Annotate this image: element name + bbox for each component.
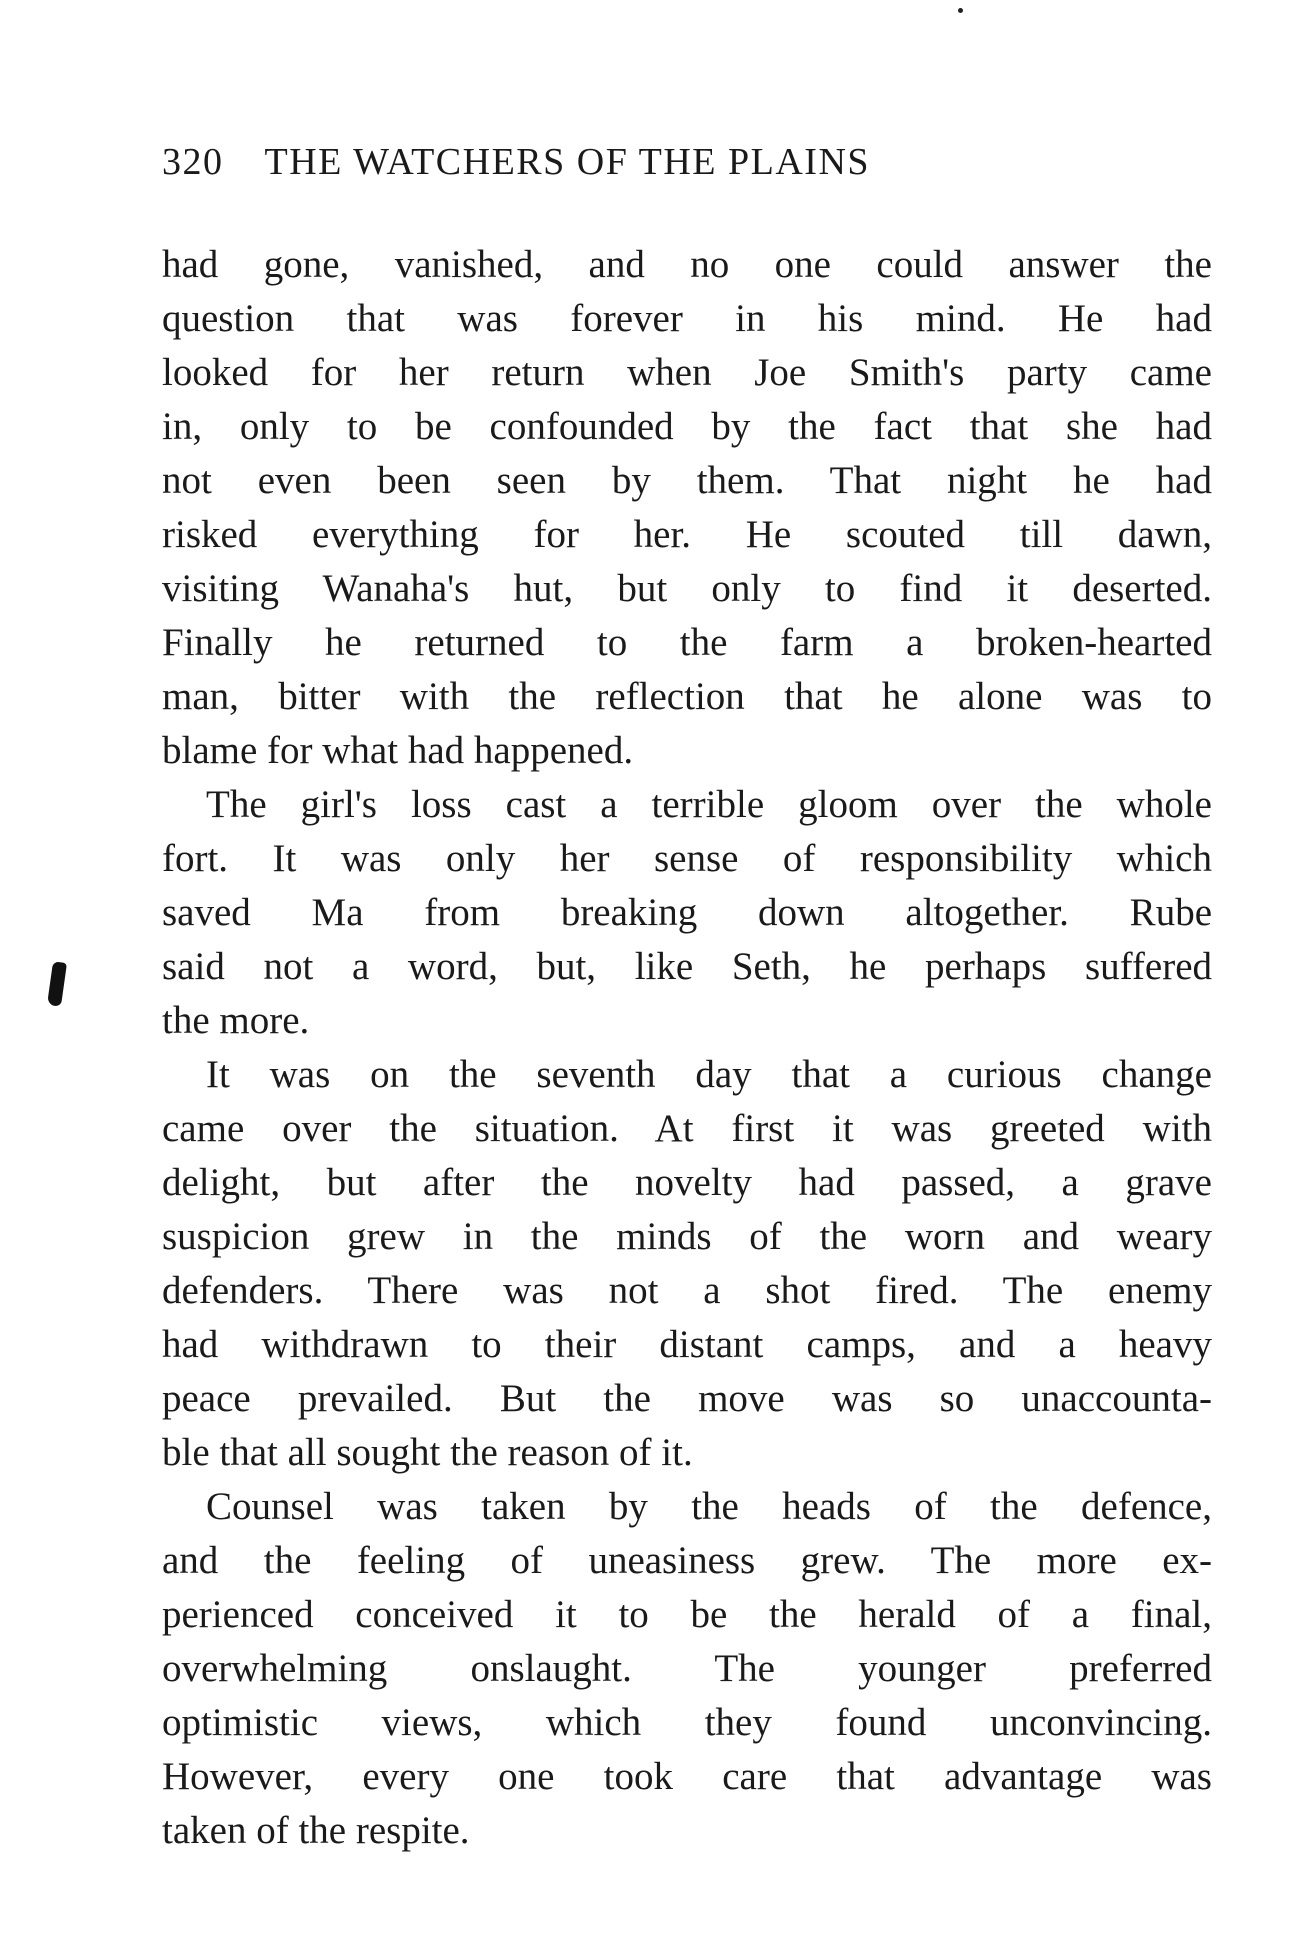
text-line: risked everything for her. He scouted till dawn, — [162, 513, 1212, 556]
body-text — [162, 238, 1212, 1858]
paragraph — [162, 1048, 1212, 1480]
text-line: delight, but after the novelty had passed, a grave — [162, 1161, 1212, 1204]
text-line: defenders. There was not a shot fired. The enemy — [162, 1269, 1212, 1312]
text-line: had withdrawn to their distant camps, and a heavy — [162, 1323, 1212, 1366]
text-line: the more. — [162, 999, 310, 1042]
text-line: question that was forever in his mind. He had — [162, 297, 1212, 340]
running-title: THE WATCHERS OF THE PLAINS — [264, 141, 871, 183]
page-number: 320 — [162, 141, 224, 183]
paragraph — [162, 238, 1212, 778]
text-line: fort. It was only her sense of responsibility which — [162, 837, 1212, 880]
text-line: visiting Wanaha's hut, but only to find it deserted. — [162, 567, 1212, 610]
text-line: said not a word, but, like Seth, he perhaps suffered — [162, 945, 1212, 988]
text-line: blame for what had happened. — [162, 729, 634, 772]
running-head — [162, 140, 1102, 200]
ink-speck — [958, 8, 963, 13]
text-line: saved Ma from breaking down altogether. Rube — [162, 891, 1212, 934]
text-line: not even been seen by them. That night he had — [162, 459, 1212, 502]
text-line: Counsel was taken by the heads of the defence, — [206, 1485, 1212, 1528]
text-line: had gone, vanished, and no one could answer the — [162, 243, 1212, 286]
text-line: in, only to be confounded by the fact that she had — [162, 405, 1212, 448]
text-line: It was on the seventh day that a curious change — [206, 1053, 1212, 1096]
text-line: came over the situation. At first it was greeted with — [162, 1107, 1212, 1150]
text-line: peace prevailed. But the move was so unaccounta- — [162, 1377, 1212, 1420]
paragraph — [162, 1480, 1212, 1858]
text-line: suspicion grew in the minds of the worn and weary — [162, 1215, 1212, 1258]
text-line: man, bitter with the reflection that he alone was to — [162, 675, 1212, 718]
text-line: perienced conceived it to be the herald of a final, — [162, 1593, 1212, 1636]
ink-blot — [47, 961, 67, 1007]
text-line: The girl's loss cast a terrible gloom over the whole — [206, 783, 1212, 826]
text-line: overwhelming onslaught. The younger preferred — [162, 1647, 1212, 1690]
text-line: optimistic views, which they found unconvincing. — [162, 1701, 1212, 1744]
text-line: and the feeling of uneasiness grew. The more ex- — [162, 1539, 1212, 1582]
text-line: ble that all sought the reason of it. — [162, 1431, 693, 1474]
paragraph — [162, 778, 1212, 1048]
text-line: looked for her return when Joe Smith's party came — [162, 351, 1212, 394]
text-line: taken of the respite. — [162, 1809, 470, 1852]
text-line: However, every one took care that advantage was — [162, 1755, 1212, 1798]
text-line: Finally he returned to the farm a broken-hearted — [162, 621, 1212, 664]
